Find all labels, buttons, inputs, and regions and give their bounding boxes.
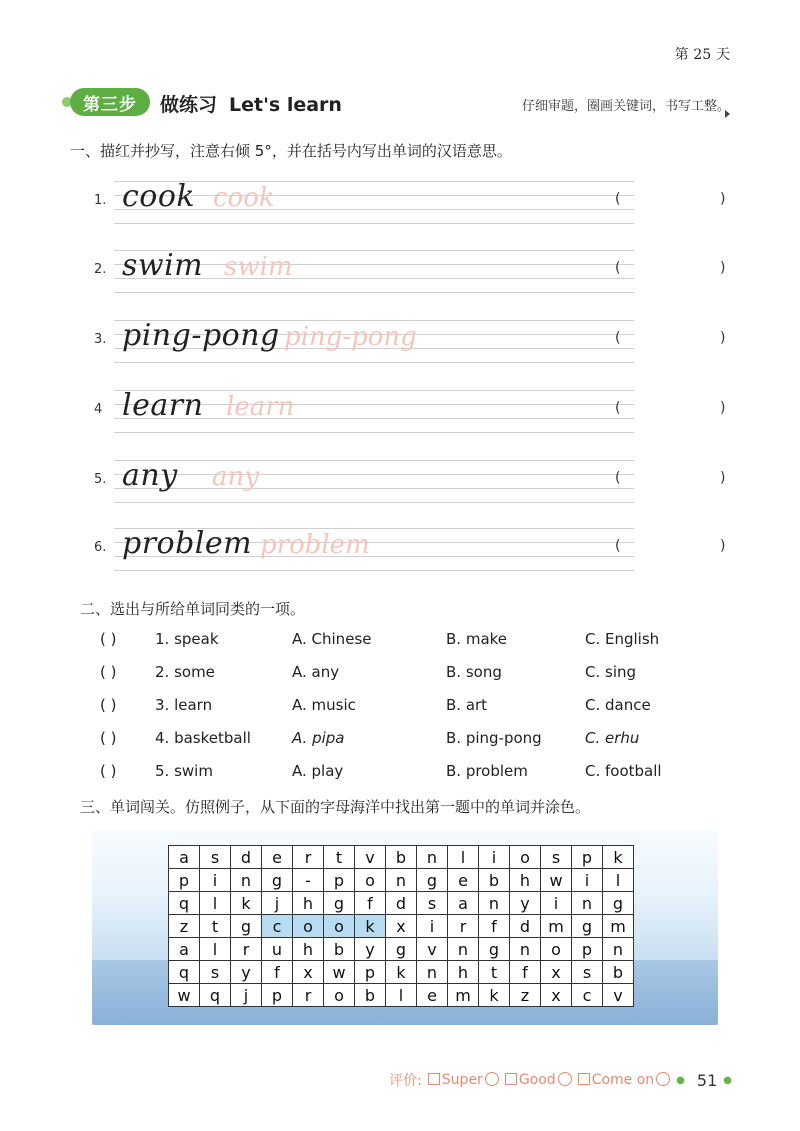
writing-row [70,314,750,384]
question-word: 4. basketball [155,729,251,747]
grid-cell[interactable]: o [293,915,324,938]
grid-cell[interactable]: r [293,984,324,1007]
grid-cell[interactable]: t [324,846,355,869]
choice-question [100,696,720,726]
option-b: B. ping-pong [446,729,542,747]
answer-paren-open: ( [615,260,621,276]
answer-bracket[interactable]: ( ) [100,663,117,681]
answer-bracket[interactable]: ( ) [100,729,117,747]
page-number: 51 [696,1070,718,1090]
grid-row [169,938,634,961]
grid-cell[interactable]: n [479,892,510,915]
grid-row [169,915,634,938]
come-on-option[interactable]: Come on [578,1072,670,1088]
checkbox-icon[interactable] [505,1073,517,1085]
grid-cell[interactable]: g [572,915,603,938]
grid-cell[interactable]: u [262,938,293,961]
grid-cell[interactable]: p [572,938,603,961]
grid-cell[interactable]: g [603,892,634,915]
answer-paren-open: ( [615,400,621,416]
grid-cell[interactable]: z [510,984,541,1007]
grid-cell[interactable]: n [417,961,448,984]
grid-cell[interactable]: t [200,915,231,938]
grid-cell[interactable]: a [169,846,200,869]
section3-title: 三、单词闯关。仿照例子，从下面的字母海洋中找出第一题中的单词并涂色。 [80,798,591,816]
option-c: C. English [585,630,660,648]
grid-cell[interactable]: z [169,915,200,938]
question-word: 5. swim [155,762,213,780]
grid-cell[interactable]: p [169,869,200,892]
grid-cell[interactable]: o [510,846,541,869]
grid-cell[interactable]: k [603,846,634,869]
grid-cell[interactable]: o [355,869,386,892]
grid-cell[interactable]: - [293,869,324,892]
grid-cell[interactable]: o [541,938,572,961]
grid-cell[interactable]: g [231,915,262,938]
grid-cell[interactable]: l [200,892,231,915]
row-number: 4 [94,402,103,417]
option-a: A. pipa [292,729,345,747]
row-number: 1. [94,193,107,208]
grid-cell[interactable]: n [448,938,479,961]
writing-row [70,384,750,454]
trace-word[interactable]: problem [260,530,370,560]
option-b: B. song [446,663,502,681]
word-search-grid [168,845,634,1007]
dot-decoration: ● [723,1074,732,1086]
grid-cell[interactable]: i [541,892,572,915]
grid-cell[interactable]: h [293,892,324,915]
option-c: C. erhu [585,729,640,747]
option-b: B. problem [446,762,528,780]
grid-cell[interactable]: i [200,869,231,892]
grid-cell[interactable]: e [417,984,448,1007]
question-word: 3. learn [155,696,213,714]
grid-cell[interactable]: q [200,984,231,1007]
grid-cell[interactable]: g [417,869,448,892]
evaluation-footer [389,1070,732,1090]
grid-cell[interactable]: k [386,961,417,984]
section-title: 做练习 Let's learn [160,94,342,116]
section2-title: 二、选出与所给单词同类的一项。 [80,600,306,618]
answer-paren-close: ) [720,191,726,207]
grid-row [169,869,634,892]
grid-cell[interactable]: n [417,846,448,869]
grid-cell[interactable]: n [510,938,541,961]
grid-cell[interactable]: g [324,892,355,915]
option-a: A. music [292,696,356,714]
grid-cell[interactable]: h [293,938,324,961]
choice-question [100,663,720,693]
grid-cell[interactable]: g [262,869,293,892]
grid-cell[interactable]: h [510,869,541,892]
option-a: A. any [292,663,340,681]
grid-cell[interactable]: g [479,938,510,961]
grid-row [169,892,634,915]
choice-question [100,729,720,759]
answer-bracket[interactable]: ( ) [100,630,117,648]
choice-question [100,630,720,660]
grid-cell[interactable]: m [603,915,634,938]
model-word: any [122,458,178,493]
row-number: 3. [94,332,107,347]
grid-cell[interactable]: l [448,846,479,869]
grid-cell[interactable]: b [479,869,510,892]
grid-row [169,846,634,869]
grid-cell[interactable]: x [386,915,417,938]
grid-cell[interactable]: o [324,984,355,1007]
question-word: 2. some [155,663,215,681]
grid-cell[interactable]: q [169,961,200,984]
trace-word[interactable]: swim [224,252,293,282]
grid-cell[interactable]: v [355,846,386,869]
grid-cell[interactable]: q [169,892,200,915]
trace-word[interactable]: cook [213,183,275,213]
grid-cell[interactable]: w [169,984,200,1007]
grid-cell[interactable]: e [448,869,479,892]
grid-cell[interactable]: v [417,938,448,961]
dot-decoration: ● [676,1074,685,1086]
grid-cell[interactable]: p [572,846,603,869]
grid-cell[interactable]: k [479,984,510,1007]
answer-paren-open: ( [615,191,621,207]
answer-paren-close: ) [720,400,726,416]
grid-cell[interactable]: l [200,938,231,961]
grid-cell[interactable]: i [479,846,510,869]
checkbox-icon[interactable] [428,1073,440,1085]
grid-cell[interactable]: y [231,961,262,984]
grid-cell[interactable]: x [541,961,572,984]
option-b: B. art [446,696,488,714]
step-badge: 第三步 [70,88,150,116]
answer-paren-open: ( [615,470,621,486]
evaluation-label: 评价: [389,1073,422,1089]
grid-row [169,961,634,984]
grid-cell[interactable]: a [169,938,200,961]
option-c: C. dance [585,696,651,714]
smile-face-icon [558,1072,572,1086]
grid-cell[interactable]: a [448,892,479,915]
grid-cell[interactable]: p [355,961,386,984]
grid-cell[interactable]: b [603,961,634,984]
grid-cell[interactable]: d [510,915,541,938]
option-b: B. make [446,630,508,648]
grid-cell[interactable]: s [541,846,572,869]
grid-cell[interactable]: c [572,984,603,1007]
grid-cell[interactable]: k [231,892,262,915]
grid-row [169,984,634,1007]
trace-word[interactable]: learn [226,392,295,422]
option-c: C. sing [585,663,637,681]
grid-cell[interactable]: i [572,869,603,892]
grid-cell[interactable]: w [541,869,572,892]
grid-cell[interactable]: n [603,938,634,961]
smile-face-icon [485,1072,499,1086]
grid-cell[interactable]: j [262,892,293,915]
grid-cell[interactable]: n [386,869,417,892]
grid-cell[interactable]: x [293,961,324,984]
grid-cell[interactable]: r [448,915,479,938]
question-word: 1. speak [155,630,219,648]
grid-cell[interactable]: f [355,892,386,915]
grid-cell[interactable]: d [231,846,262,869]
model-word: ping-pong [122,318,280,353]
grid-cell[interactable]: l [603,869,634,892]
grid-cell[interactable]: n [572,892,603,915]
model-word: swim [122,248,204,283]
grid-cell[interactable]: x [541,984,572,1007]
grid-cell[interactable]: b [324,938,355,961]
grid-cell[interactable]: f [479,915,510,938]
trace-word[interactable]: ping-pong [284,322,417,352]
section1-title: 一、描红并抄写，注意右倾 5°，并在括号内写出单词的汉语意思。 [70,142,512,160]
model-word: cook [122,179,196,214]
writing-row [70,454,750,524]
answer-paren-open: ( [615,538,621,554]
trace-word[interactable]: any [212,462,259,492]
super-option[interactable]: Super [428,1072,499,1088]
model-word: learn [122,388,204,423]
row-number: 2. [94,262,107,277]
row-number: 6. [94,540,107,555]
grid-cell[interactable]: k [355,915,386,938]
grid-cell[interactable]: f [262,961,293,984]
option-a: A. Chinese [292,630,372,648]
grid-cell[interactable]: t [479,961,510,984]
smile-face-icon [656,1072,670,1086]
grid-cell[interactable]: j [231,984,262,1007]
grid-cell[interactable]: y [510,892,541,915]
grid-cell[interactable]: s [572,961,603,984]
grid-cell[interactable]: g [386,938,417,961]
option-c: C. football [585,762,662,780]
writing-row [70,244,750,314]
answer-bracket[interactable]: ( ) [100,696,117,714]
model-word: problem [122,526,253,561]
checkbox-icon[interactable] [578,1073,590,1085]
day-label: 第 25 天 [674,47,730,63]
grid-cell[interactable]: m [541,915,572,938]
grid-cell[interactable]: p [262,984,293,1007]
grid-cell[interactable]: i [417,915,448,938]
grid-cell[interactable]: r [293,846,324,869]
grid-cell[interactable]: s [417,892,448,915]
grid-cell[interactable]: o [324,915,355,938]
four-line-guide[interactable] [114,460,634,506]
grid-cell[interactable]: m [448,984,479,1007]
grid-cell[interactable]: c [262,915,293,938]
grid-cell[interactable]: b [386,846,417,869]
instruction-tip: 仔细审题，圈画关键词，书写工整。 [521,99,730,114]
grid-cell[interactable]: f [510,961,541,984]
option-a: A. play [292,762,344,780]
row-number: 5. [94,472,107,487]
grid-cell[interactable]: h [448,961,479,984]
grid-cell[interactable]: r [231,938,262,961]
answer-paren-close: ) [720,330,726,346]
answer-paren-close: ) [720,538,726,554]
answer-bracket[interactable]: ( ) [100,762,117,780]
choice-question [100,762,720,792]
grid-cell[interactable]: v [603,984,634,1007]
grid-cell[interactable]: p [324,869,355,892]
writing-row [70,175,750,245]
tip-arrow-icon [725,110,730,118]
grid-cell[interactable]: s [200,961,231,984]
answer-paren-close: ) [720,470,726,486]
grid-cell[interactable]: y [355,938,386,961]
grid-cell[interactable]: l [386,984,417,1007]
answer-paren-close: ) [720,260,726,276]
grid-cell[interactable]: d [386,892,417,915]
grid-cell[interactable]: n [231,869,262,892]
grid-cell[interactable]: e [262,846,293,869]
writing-row [70,522,750,592]
grid-cell[interactable]: w [324,961,355,984]
answer-paren-open: ( [615,330,621,346]
grid-cell[interactable]: b [355,984,386,1007]
good-option[interactable]: Good [505,1072,572,1088]
grid-cell[interactable]: s [200,846,231,869]
